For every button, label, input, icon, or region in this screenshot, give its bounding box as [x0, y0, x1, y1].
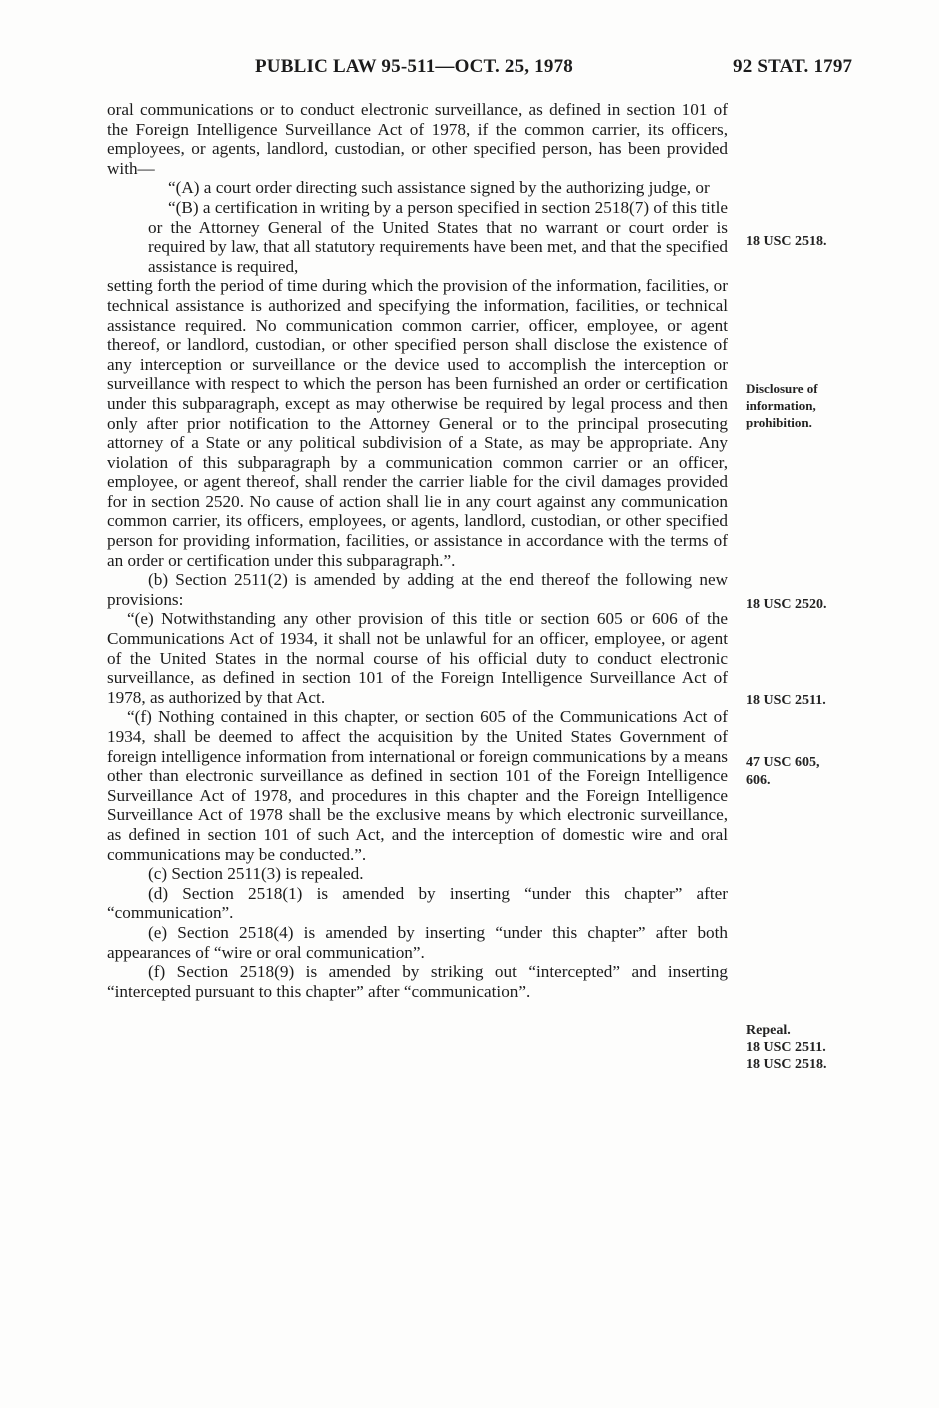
- margin-note-18-usc-2511-b: 18 USC 2511.: [746, 1040, 826, 1055]
- margin-note-47-usc-line2: 606.: [746, 773, 771, 788]
- paragraph-section-e: (e) Section 2518(4) is amended by inserting “under this chapter” after both appearances of “wire or oral communication”.: [107, 922, 728, 962]
- margin-note-47-usc: [746, 754, 820, 790]
- body-text-column: [107, 100, 728, 1001]
- paragraph-continuation: oral communications or to conduct electronic surveillance, as defined in section 101 of the Foreign Intelligence Surveillance Act of 1978, if the common carrier, its officers, employees, or agents, landlord, custodian, or other specified person, has been provided with—: [107, 100, 728, 178]
- paragraph-clause-a: “(A) a court order directing such assistance signed by the authorizing judge, or: [168, 178, 710, 198]
- paragraph-provision-e: “(e) Notwithstanding any other provision of this title or section 605 or 606 of the Communications Act of 1934, it shall not be unlawful for an officer, employee, or agent of the United States in the normal course of his official duty to conduct electronic surveillance, as defined in section 101 of the Foreign Intelligence Surveillance Act of 1978, as authorized by that Act.: [107, 609, 728, 707]
- paragraph-provision-f: “(f) Nothing contained in this chapter, or section 605 of the Communications Act of 1934, shall be deemed to affect the acquisition by the United States Government of foreign intelligence information from international or foreign communications by a means other than electronic surveillance as defined in section 101 of the Foreign Intelligence Surveillance Act of 1978, and procedures in this chapter and the Foreign Intelligence Surveillance Act of 1978 shall be the exclusive means by which electronic surveillance, as defined in section 101 of such Act, and the interception of domestic wire and oral communications may be conducted.”.: [107, 707, 728, 864]
- margin-note-18-usc-2518: 18 USC 2518.: [746, 234, 827, 249]
- margin-note-18-usc-2520: 18 USC 2520.: [746, 597, 827, 612]
- margin-note-18-usc-2511: 18 USC 2511.: [746, 693, 826, 708]
- paragraph-section-d: (d) Section 2518(1) is amended by inserting “under this chapter” after “communication”.: [107, 883, 728, 923]
- margin-note-disclosure: [746, 380, 818, 431]
- paragraph-setting-forth: setting forth the period of time during which the provision of the information, facilities, or technical assistance is authorized and specifying the information, facilities, or technical assistance required. No communication common carrier, officer, employee, or agent thereof, or landlord, custodian, or other specified person shall disclose the existence of any interception or surveillance or the device used to accomplish the interception or surveillance with respect to which the person has been furnished an order or certification under this subparagraph, except as may otherwise be required by legal process and then only after prior notification to the Attorney General or to the principal prosecuting attorney of a State or any political subdivision of a State, as may be appropriate. Any violation of this subparagraph by a communication common carrier or an officer, employee, or agent thereof, shall render the carrier liable for the civil damages provided for in section 2520. No cause of action shall lie in any court against any communication common carrier, its officers, employees, or agents, landlord, custodian, or other specified person for providing information, facilities, or assistance in accordance with the terms of an order or certification under this subparagraph.”.: [107, 276, 728, 570]
- margin-note-disclosure-line3: prohibition.: [746, 415, 812, 430]
- margin-note-disclosure-line1: Disclosure of: [746, 381, 818, 396]
- paragraph-section-f: (f) Section 2518(9) is amended by striking out “intercepted” and inserting “intercepted pursuant to this chapter” after “communication”.: [107, 962, 728, 1001]
- margin-note-repeal-group: [746, 1022, 827, 1073]
- paragraph-clause-b: “(B) a certification in writing by a person specified in section 2518(7) of this title or the Attorney General of the United States that no warrant or court order is required by law, that all statutory requirements have been met, and that the specified assistance is required,: [148, 197, 728, 276]
- margin-note-18-usc-2518-b: 18 USC 2518.: [746, 1057, 827, 1072]
- stat-page-number: 92 STAT. 1797: [733, 56, 853, 77]
- margin-note-disclosure-line2: information,: [746, 398, 816, 413]
- margin-note-repeal: Repeal.: [746, 1023, 791, 1038]
- margin-note-47-usc-line1: 47 USC 605,: [746, 755, 820, 770]
- paragraph-section-b: (b) Section 2511(2) is amended by adding at the end thereof the following new provisions:: [107, 570, 728, 609]
- running-title: PUBLIC LAW 95-511—OCT. 25, 1978: [255, 56, 573, 77]
- paragraph-section-c: (c) Section 2511(3) is repealed.: [148, 864, 364, 884]
